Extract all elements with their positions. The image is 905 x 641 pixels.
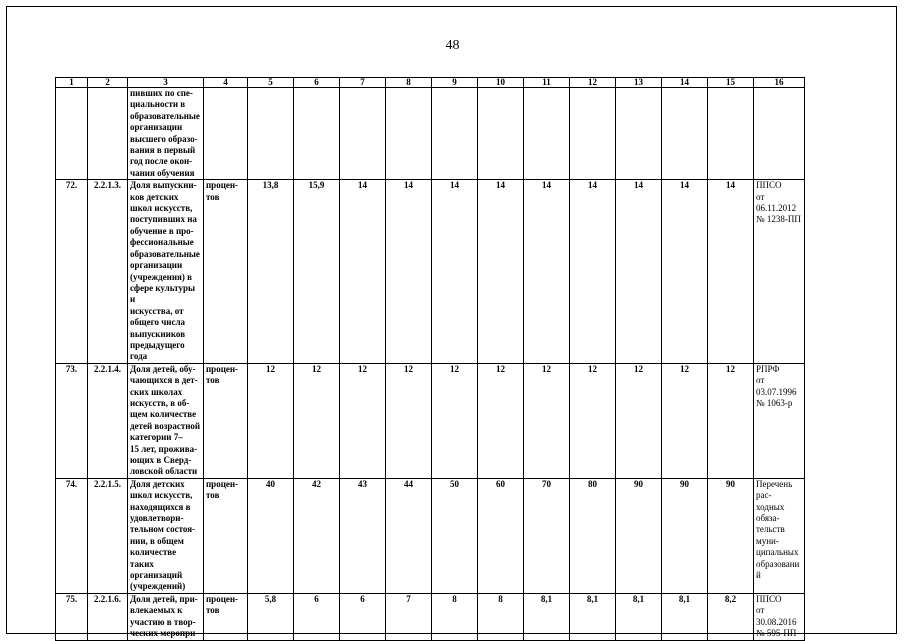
cell-value: 90 [662, 478, 708, 593]
cell-value [248, 88, 294, 180]
cell-value: 50 [432, 478, 478, 593]
cell-value: 8,2 [708, 593, 754, 640]
cell-value: 8 [478, 593, 524, 640]
cell-value: 6 [340, 593, 386, 640]
cell-value: 70 [524, 478, 570, 593]
cell-value [616, 88, 662, 180]
cell-description: Доля выпускни- ков детских школ искусств, поступивших на обучение в про- фессиональные образовательные организации (учреждения) в сфере культуры и искусства, от общего числа выпускников предыдущего года [128, 180, 204, 364]
cell-value: 8,1 [570, 593, 616, 640]
cell-unit: процен- тов [204, 593, 248, 640]
cell-value: 90 [708, 478, 754, 593]
cell-num: 74. [56, 478, 88, 593]
cell-value: 12 [478, 363, 524, 478]
cell-value [478, 88, 524, 180]
column-header-13: 13 [616, 78, 662, 88]
cell-value: 42 [294, 478, 340, 593]
cell-code: 2.2.1.3. [88, 180, 128, 364]
column-header-11: 11 [524, 78, 570, 88]
column-header-9: 9 [432, 78, 478, 88]
cell-value [662, 88, 708, 180]
column-header-12: 12 [570, 78, 616, 88]
cell-value: 12 [662, 363, 708, 478]
table-row [56, 180, 805, 364]
cell-value: 12 [386, 363, 432, 478]
column-header-14: 14 [662, 78, 708, 88]
cell-value [708, 88, 754, 180]
cell-value: 8,1 [616, 593, 662, 640]
column-header-15: 15 [708, 78, 754, 88]
cell-value: 12 [708, 363, 754, 478]
cell-value: 6 [294, 593, 340, 640]
table-row [56, 478, 805, 593]
cell-code: 2.2.1.4. [88, 363, 128, 478]
cell-value: 12 [524, 363, 570, 478]
cell-value: 40 [248, 478, 294, 593]
cell-value: 12 [616, 363, 662, 478]
cell-value: 12 [340, 363, 386, 478]
cell-description: Доля детских школ искусств, находящихся в удовлетвори- тельном состоя- нии, в общем количестве таких организаций (учреждений) [128, 478, 204, 593]
cell-code: 2.2.1.6. [88, 593, 128, 640]
cell-value: 14 [432, 180, 478, 364]
cell-num [56, 88, 88, 180]
cell-source: Перечень рас- ходных обяза- тельств муни- ципальных образований [754, 478, 805, 593]
cell-value: 8 [432, 593, 478, 640]
cell-value [570, 88, 616, 180]
cell-description: Доля детей, при- влекаемых к участию в твор- ческих меропри- [128, 593, 204, 640]
cell-value [386, 88, 432, 180]
cell-value: 14 [524, 180, 570, 364]
cell-value: 14 [570, 180, 616, 364]
cell-code [88, 88, 128, 180]
page-number: 48 [445, 38, 460, 53]
column-header-16: 16 [754, 78, 805, 88]
cell-source: ППСО от 06.11.2012 № 1238-ПП [754, 180, 805, 364]
column-header-6: 6 [294, 78, 340, 88]
cell-description: пивших по спе- циальности в образовательные организации высшего образо- вания в первый год после окон- чания обучения [128, 88, 204, 180]
cell-value: 12 [432, 363, 478, 478]
cell-source: РПРФ от 03.07.1996 № 1063-р [754, 363, 805, 478]
cell-value: 44 [386, 478, 432, 593]
cell-num: 75. [56, 593, 88, 640]
cell-value: 13,8 [248, 180, 294, 364]
column-header-3: 3 [128, 78, 204, 88]
cell-value: 60 [478, 478, 524, 593]
column-header-2: 2 [88, 78, 128, 88]
cell-value: 14 [616, 180, 662, 364]
column-header-10: 10 [478, 78, 524, 88]
column-header-1: 1 [56, 78, 88, 88]
column-header-5: 5 [248, 78, 294, 88]
column-header-7: 7 [340, 78, 386, 88]
cell-value: 8,1 [662, 593, 708, 640]
column-header-4: 4 [204, 78, 248, 88]
table-row [56, 593, 805, 640]
cell-value: 80 [570, 478, 616, 593]
cell-code: 2.2.1.5. [88, 478, 128, 593]
cell-num: 72. [56, 180, 88, 364]
cell-value [524, 88, 570, 180]
indicator-table [55, 77, 805, 641]
cell-unit [204, 88, 248, 180]
cell-value: 14 [708, 180, 754, 364]
cell-value: 14 [662, 180, 708, 364]
cell-description: Доля детей, обу- чающихся в дет- ских школах искусств, в об- щем количестве детей возрастной категории 7– 15 лет, прожива- ющих в Сверд- ловской области [128, 363, 204, 478]
column-header-8: 8 [386, 78, 432, 88]
table-row-continuation [56, 88, 805, 180]
cell-num: 73. [56, 363, 88, 478]
cell-value: 12 [248, 363, 294, 478]
cell-unit: процен- тов [204, 363, 248, 478]
cell-value: 90 [616, 478, 662, 593]
cell-value [340, 88, 386, 180]
cell-value: 43 [340, 478, 386, 593]
cell-value: 7 [386, 593, 432, 640]
cell-value: 12 [294, 363, 340, 478]
cell-value: 14 [478, 180, 524, 364]
cell-source: ППСО от 30.08.2016 № 595-ПП [754, 593, 805, 640]
header-row [56, 78, 805, 88]
cell-value: 8,1 [524, 593, 570, 640]
table-row [56, 363, 805, 478]
cell-unit: процен- тов [204, 478, 248, 593]
cell-value: 14 [340, 180, 386, 364]
cell-value [432, 88, 478, 180]
cell-value: 5,8 [248, 593, 294, 640]
cell-value: 15,9 [294, 180, 340, 364]
cell-unit: процен- тов [204, 180, 248, 364]
cell-value [294, 88, 340, 180]
cell-source [754, 88, 805, 180]
cell-value: 12 [570, 363, 616, 478]
cell-value: 14 [386, 180, 432, 364]
